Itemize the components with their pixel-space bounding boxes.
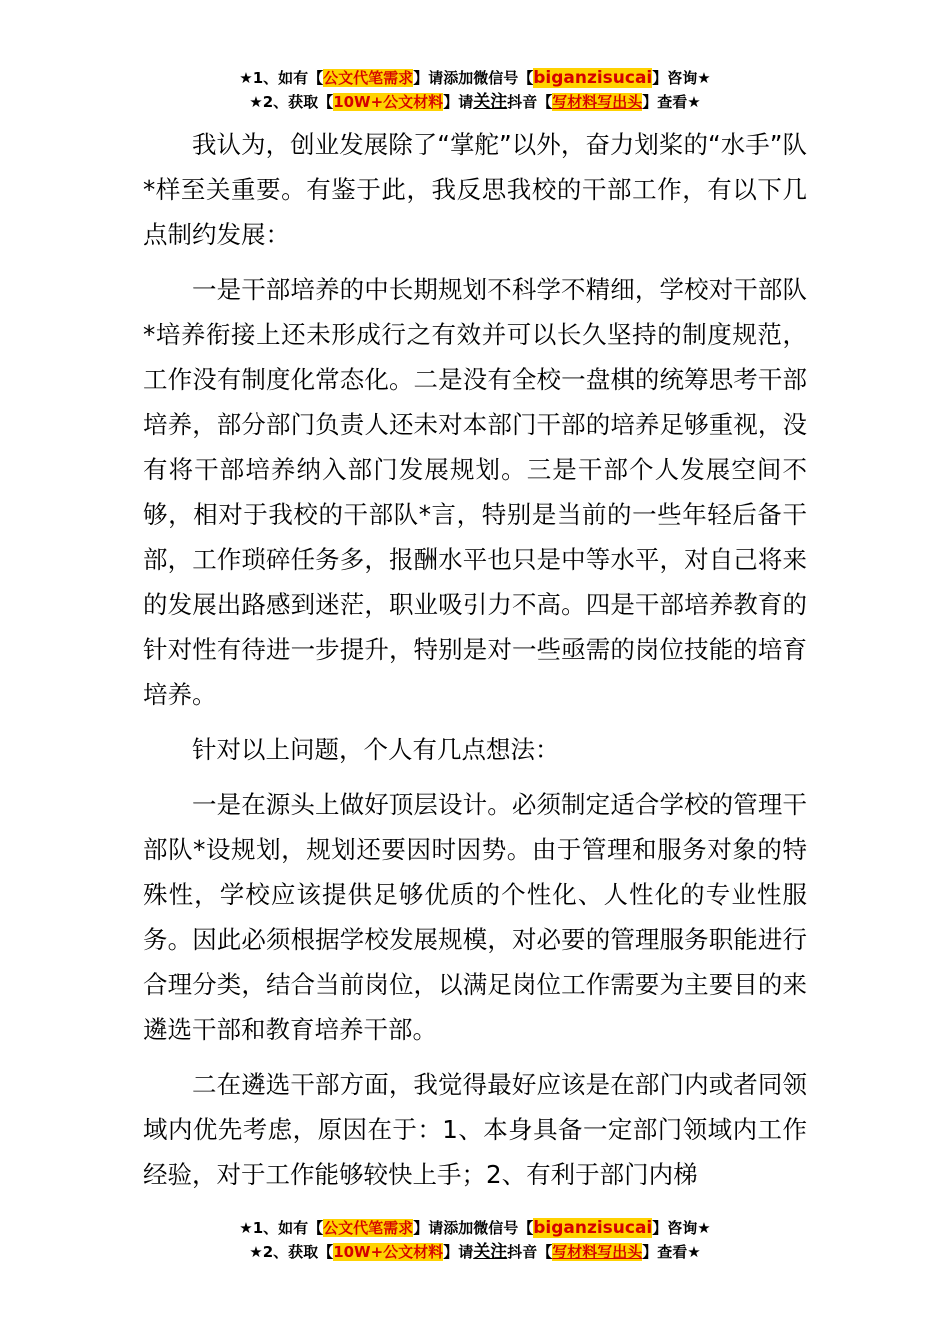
banner-text: 】咨询★ xyxy=(652,1219,711,1237)
banner-text: ★1、如有【 xyxy=(239,1219,324,1237)
banner-text: 】请 xyxy=(443,1243,474,1261)
banner-line-1 xyxy=(0,66,950,90)
paragraph: 我认为，创业发展除了“掌舵”以外，奋力划桨的“水手”队*样至关重要。有鉴于此，我反思我校的干部工作，有以下几点制约发展： xyxy=(143,130,807,249)
paragraph: 一是干部培养的中长期规划不科学不精细，学校对干部队*培养衔接上还未形成行之有效并可以长久坚持的制度规范，工作没有制度化常态化。二是没有全校一盘棋的统筹思考干部培养，部分部门负责人还未对本部门干部的培养足够重视，没有将干部培养纳入部门发展规划。三是干部个人发展空间不够，相对于我校的干部队*言，特别是当前的一些年轻后备干部，工作琐碎任务多，报酬水平也只是中等水平，对自己将来的发展出路感到迷茫，职业吸引力不高。四是干部培养教育的针对性有待进一步提升，特别是对一些亟需的岗位技能的培育培养。 xyxy=(143,275,807,709)
banner-highlight: 10W+公文材料 xyxy=(333,93,444,111)
banner-highlight-wechat: biganzisucai xyxy=(533,68,653,88)
banner-line-2 xyxy=(0,1240,950,1264)
banner-line-2 xyxy=(0,90,950,114)
banner-text: 】咨询★ xyxy=(652,69,711,87)
banner-highlight: 10W+公文材料 xyxy=(333,1243,444,1261)
paragraph: 二在遴选干部方面，我觉得最好应该是在部门内或者同领域内优先考虑，原因在于：1、本身具备一定部门领域内工作经验，对于工作能够较快上手；2、有利于部门内梯 xyxy=(143,1070,807,1189)
banner-highlight-douyin: 写材料写出头 xyxy=(552,1243,643,1261)
banner-text: ★2、获取【 xyxy=(249,93,334,111)
banner-text: 】查看★ xyxy=(642,1243,701,1261)
banner-text: 】查看★ xyxy=(642,93,701,111)
banner-text: 抖音【 xyxy=(507,93,553,111)
banner-text: 】请 xyxy=(443,93,474,111)
banner-highlight-wechat: biganzisucai xyxy=(533,1218,653,1238)
footer-banner xyxy=(0,1216,950,1264)
banner-text: 】请添加微信号【 xyxy=(413,1219,534,1237)
banner-text: 】请添加微信号【 xyxy=(413,69,534,87)
banner-text: 抖音【 xyxy=(507,1243,553,1261)
paragraph: 针对以上问题，个人有几点想法： xyxy=(192,735,560,764)
banner-highlight: 公文代笔需求 xyxy=(323,69,414,87)
banner-text: ★2、获取【 xyxy=(249,1243,334,1261)
banner-line-1 xyxy=(0,1216,950,1240)
header-banner xyxy=(0,66,950,114)
paragraph: 一是在源头上做好顶层设计。必须制定适合学校的管理干部队*设规划，规划还要因时因势。由于管理和服务对象的特殊性，学校应该提供足够优质的个性化、人性化的专业性服务。因此必须根据学校发展规模，对必要的管理服务职能进行合理分类，结合当前岗位，以满足岗位工作需要为主要目的来遴选干部和教育培养干部。 xyxy=(143,790,807,1044)
banner-highlight: 公文代笔需求 xyxy=(323,1219,414,1237)
document-body xyxy=(143,122,807,1207)
banner-text-underlined: 关注 xyxy=(473,1242,508,1262)
banner-highlight-douyin: 写材料写出头 xyxy=(552,93,643,111)
banner-text-underlined: 关注 xyxy=(473,92,508,112)
banner-text: ★1、如有【 xyxy=(239,69,324,87)
